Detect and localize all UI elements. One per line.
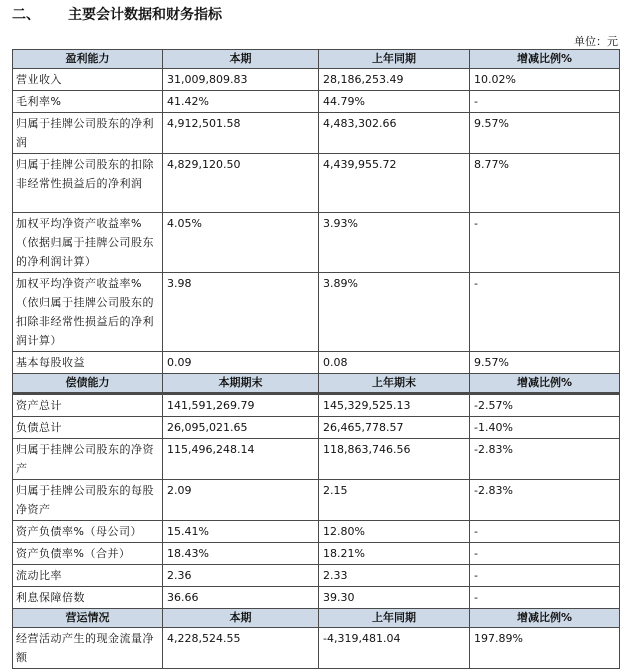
table-row xyxy=(13,565,620,587)
row-label: 归属于挂牌公司股东的净利润 xyxy=(13,113,163,154)
row-label: 经营活动产生的现金流量净额 xyxy=(13,628,163,669)
cell-current: 31,009,809.83 xyxy=(163,69,319,91)
cell-prior: 4,483,302.66 xyxy=(319,113,470,154)
operations-header-change: 增减比例% xyxy=(470,609,620,628)
cell-change: -2.83% xyxy=(470,439,620,480)
table-row xyxy=(13,113,620,154)
cell-change: - xyxy=(470,213,620,273)
cell-prior: 118,863,746.56 xyxy=(319,439,470,480)
cell-prior: -4,319,481.04 xyxy=(319,628,470,669)
solvency-header-row xyxy=(13,374,620,394)
cell-current: 15.41% xyxy=(163,521,319,543)
cell-prior: 44.79% xyxy=(319,91,470,113)
table-row xyxy=(13,439,620,480)
cell-change: 9.57% xyxy=(470,352,620,374)
cell-change: - xyxy=(470,521,620,543)
profitability-header-category: 盈利能力 xyxy=(13,50,163,69)
table-row xyxy=(13,587,620,609)
cell-current: 0.09 xyxy=(163,352,319,374)
table-row xyxy=(13,628,620,669)
currency-unit: 单位：元 xyxy=(574,35,618,48)
cell-change: - xyxy=(470,565,620,587)
cell-prior: 12.80% xyxy=(319,521,470,543)
cell-change: -2.57% xyxy=(470,394,620,417)
row-label: 归属于挂牌公司股东的每股净资产 xyxy=(13,480,163,521)
cell-current: 41.42% xyxy=(163,91,319,113)
cell-prior: 145,329,525.13 xyxy=(319,394,470,417)
cell-current: 4,912,501.58 xyxy=(163,113,319,154)
row-label: 基本每股收益 xyxy=(13,352,163,374)
row-label: 加权平均净资产收益率%（依据归属于挂牌公司股东的净利润计算） xyxy=(13,213,163,273)
cell-prior: 3.93% xyxy=(319,213,470,273)
row-label: 利息保障倍数 xyxy=(13,587,163,609)
operations-header-category: 营运情况 xyxy=(13,609,163,628)
profitability-header-current: 本期 xyxy=(163,50,319,69)
section-number: 二、 xyxy=(12,7,40,23)
section-title: 主要会计数据和财务指标 xyxy=(68,7,222,23)
cell-prior: 4,439,955.72 xyxy=(319,154,470,213)
section-heading xyxy=(12,4,222,24)
cell-prior: 2.15 xyxy=(319,480,470,521)
cell-current: 36.66 xyxy=(163,587,319,609)
cell-change: -1.40% xyxy=(470,417,620,439)
financial-table-body xyxy=(13,50,620,669)
table-row xyxy=(13,352,620,374)
cell-change: - xyxy=(470,91,620,113)
operations-header-current: 本期 xyxy=(163,609,319,628)
table-row xyxy=(13,417,620,439)
cell-current: 18.43% xyxy=(163,543,319,565)
cell-change: 8.77% xyxy=(470,154,620,213)
row-label: 资产负债率%（合并） xyxy=(13,543,163,565)
cell-current: 2.36 xyxy=(163,565,319,587)
row-label: 资产负债率%（母公司） xyxy=(13,521,163,543)
operations-header-row xyxy=(13,609,620,628)
cell-prior: 28,186,253.49 xyxy=(319,69,470,91)
table-row xyxy=(13,394,620,417)
cell-prior: 18.21% xyxy=(319,543,470,565)
cell-prior: 2.33 xyxy=(319,565,470,587)
cell-change: 197.89% xyxy=(470,628,620,669)
cell-current: 115,496,248.14 xyxy=(163,439,319,480)
row-label: 流动比率 xyxy=(13,565,163,587)
table-row xyxy=(13,521,620,543)
table-row xyxy=(13,273,620,352)
cell-current: 4,829,120.50 xyxy=(163,154,319,213)
cell-current: 3.98 xyxy=(163,273,319,352)
row-label: 毛利率% xyxy=(13,91,163,113)
table-row xyxy=(13,154,620,213)
row-label: 营业收入 xyxy=(13,69,163,91)
table-row xyxy=(13,480,620,521)
cell-prior: 0.08 xyxy=(319,352,470,374)
row-label: 加权平均净资产收益率%（依归属于挂牌公司股东的扣除非经常性损益后的净利润计算） xyxy=(13,273,163,352)
row-label: 归属于挂牌公司股东的净资产 xyxy=(13,439,163,480)
financial-data-table xyxy=(12,49,620,669)
solvency-header-prior: 上年期末 xyxy=(319,374,470,394)
cell-current: 4,228,524.55 xyxy=(163,628,319,669)
cell-current: 2.09 xyxy=(163,480,319,521)
profitability-header-prior: 上年同期 xyxy=(319,50,470,69)
row-label: 资产总计 xyxy=(13,394,163,417)
table-row xyxy=(13,91,620,113)
cell-prior: 26,465,778.57 xyxy=(319,417,470,439)
cell-change: 10.02% xyxy=(470,69,620,91)
cell-prior: 3.89% xyxy=(319,273,470,352)
cell-change: - xyxy=(470,273,620,352)
table-row xyxy=(13,543,620,565)
cell-current: 4.05% xyxy=(163,213,319,273)
operations-header-prior: 上年同期 xyxy=(319,609,470,628)
table-row xyxy=(13,69,620,91)
table-row xyxy=(13,213,620,273)
row-label: 负债总计 xyxy=(13,417,163,439)
profitability-header-row xyxy=(13,50,620,69)
solvency-header-category: 偿债能力 xyxy=(13,374,163,394)
cell-current: 141,591,269.79 xyxy=(163,394,319,417)
cell-current: 26,095,021.65 xyxy=(163,417,319,439)
solvency-header-change: 增减比例% xyxy=(470,374,620,394)
cell-change: - xyxy=(470,587,620,609)
row-label: 归属于挂牌公司股东的扣除非经常性损益后的净利润 xyxy=(13,154,163,213)
solvency-header-current: 本期期末 xyxy=(163,374,319,394)
cell-change: 9.57% xyxy=(470,113,620,154)
cell-prior: 39.30 xyxy=(319,587,470,609)
cell-change: -2.83% xyxy=(470,480,620,521)
cell-change: - xyxy=(470,543,620,565)
profitability-header-change: 增减比例% xyxy=(470,50,620,69)
